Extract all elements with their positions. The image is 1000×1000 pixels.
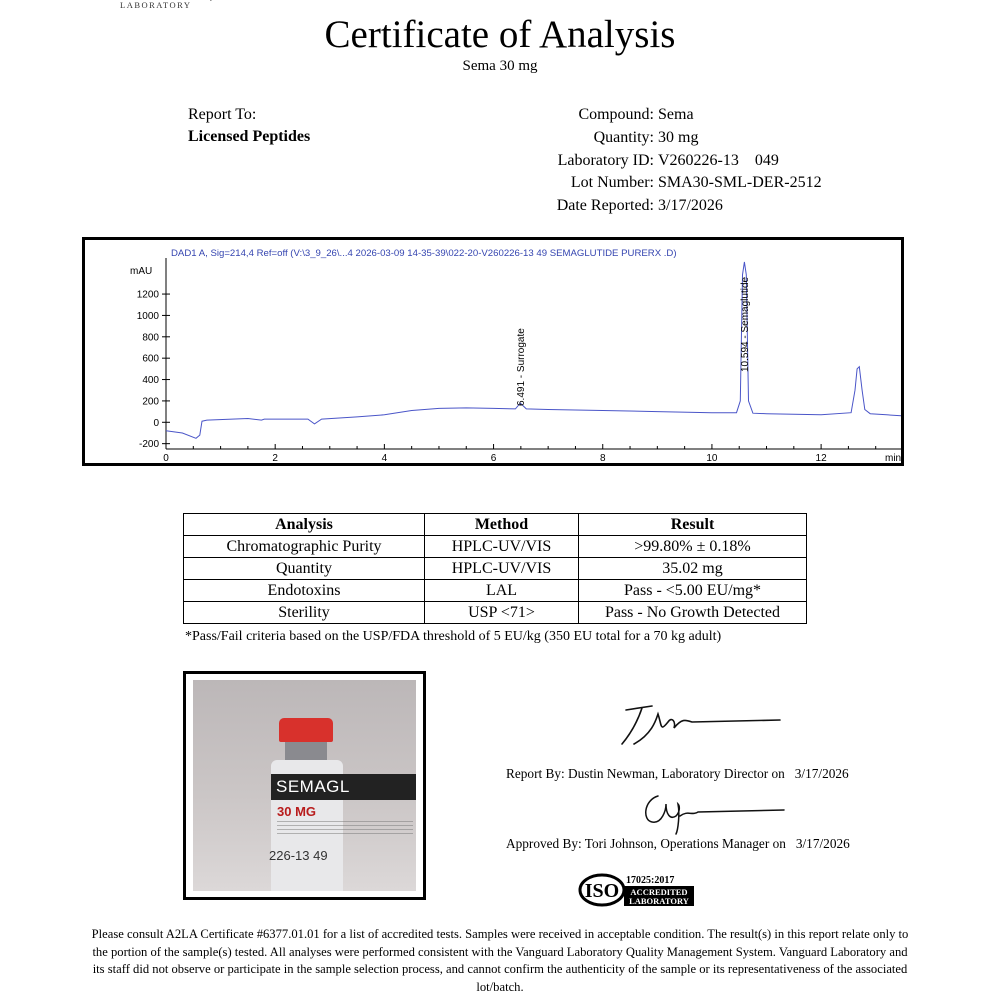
x-tick-label: 12 (815, 453, 827, 463)
report-by-line: Report By: Dustin Newman, Laboratory Director on 3/17/2026 (506, 766, 849, 781)
column-header: Result (579, 514, 807, 536)
y-tick-label: 0 (153, 417, 159, 429)
x-unit-label: min (885, 453, 901, 463)
table-cell: Pass - <5.00 EU/mg* (579, 580, 807, 602)
y-tick-label: 400 (142, 375, 159, 387)
y-tick-label: -200 (138, 439, 159, 451)
detail-label: Laboratory ID: (557, 151, 654, 169)
table-cell: HPLC-UV/VIS (425, 558, 579, 580)
vial-dose-text: 30 MG (277, 804, 317, 819)
detail-label: Date Reported: (556, 197, 654, 215)
table-cell: HPLC-UV/VIS (425, 536, 579, 558)
manager-signature (636, 790, 786, 836)
detail-value: Sema (658, 106, 694, 123)
table-cell: >99.80% ± 0.18% (579, 536, 807, 558)
detail-label: Quantity: (593, 128, 654, 146)
lab-logo (96, 0, 236, 8)
iso-line2-text: LABORATORY (629, 896, 689, 906)
column-header: Method (425, 514, 579, 536)
table-cell: Quantity (184, 558, 425, 580)
table-row (184, 580, 807, 602)
chromatogram-plot (85, 240, 901, 463)
y-tick-label: 800 (142, 332, 159, 344)
iso-line1-text: ACCREDITED (630, 887, 688, 897)
table-cell: 35.02 mg (579, 558, 807, 580)
logo-text: LABORATORY (120, 0, 192, 10)
detail-row (480, 127, 822, 150)
signal-trace (166, 262, 901, 438)
approved-by-line: Approved By: Tori Johnson, Operations Manager on 3/17/2026 (506, 836, 850, 851)
table-header-row (184, 514, 807, 536)
detail-value: 3/17/2026 (658, 197, 723, 215)
y-tick-label: 200 (142, 396, 159, 408)
sample-details (480, 104, 822, 218)
y-tick-label: 1200 (136, 289, 159, 301)
report-to-label: Report To: (188, 106, 257, 123)
vial-cap (279, 718, 333, 742)
detail-row (480, 195, 822, 218)
vial-fine-print (277, 821, 413, 837)
page-subtitle: Sema 30 mg (462, 58, 538, 74)
vial-brand-text: SEMAGL (276, 777, 350, 796)
chromatogram-header: DAD1 A, Sig=214,4 Ref=off (V:\3_9_26\...4 2026-03-09 14-35-39\022-20-V260226-13 49 SEMAGLUTIDE PURERX .D) (171, 248, 677, 259)
y-unit-label: mAU (130, 266, 153, 277)
detail-value: SMA30-SML-DER-2512 (658, 174, 822, 192)
table-cell: Endotoxins (184, 580, 425, 602)
sample-vial-photo (193, 680, 416, 891)
detail-row (480, 150, 822, 173)
y-tick-label: 600 (142, 353, 159, 365)
disclaimer-text: Please consult A2LA Certificate #6377.01.01 for a list of accredited tests. Samples were received in acceptable condition. The result(s) in this report relate only to the portion of the sample(s) tested. All analyses were performed consistent with the Vanguard Laboratory Quality Management System. Vanguard Laboratory and its staff did not observe or participate in the sample selection process, and cannot confirm the authenticity of the sample or its representativeness of the associated lot/batch. (91, 927, 909, 994)
iso-standard-text: 17025:2017 (626, 875, 675, 886)
peak-label: 6.491 - Surrogate (515, 328, 527, 406)
y-tick-label: 1000 (136, 310, 159, 322)
table-cell: Sterility (184, 602, 425, 624)
endotoxin-footnote: *Pass/Fail criteria based on the USP/FDA threshold of 5 EU/kg (350 EU total for a 70 kg adult) (185, 629, 722, 644)
x-tick-label: 8 (599, 453, 606, 463)
table-cell: Pass - No Growth Detected (579, 602, 807, 624)
table-cell: USP <71> (425, 602, 579, 624)
vial-lot-text: 226-13 49 (269, 848, 328, 863)
iso-mark-text: ISO (584, 880, 620, 902)
x-tick-label: 10 (706, 453, 718, 463)
peak-label: 10.594 - Semaglutide (739, 276, 751, 372)
table-cell: LAL (425, 580, 579, 602)
table-cell: Chromatographic Purity (184, 536, 425, 558)
vial-neck (285, 742, 327, 762)
x-tick-label: 0 (163, 453, 169, 463)
column-header: Analysis (184, 514, 425, 536)
table-row (184, 602, 807, 624)
detail-label: Lot Number: (570, 174, 654, 192)
chromatogram-frame (82, 237, 904, 466)
x-tick-label: 2 (272, 453, 278, 463)
detail-value: 30 mg (658, 128, 699, 146)
report-to-block (188, 104, 310, 148)
director-signature (612, 700, 782, 750)
x-tick-label: 6 (490, 453, 497, 463)
detail-row (480, 172, 822, 195)
iso-accreditation-icon (578, 872, 694, 908)
sample-photo-frame (183, 671, 426, 900)
table-row (184, 536, 807, 558)
results-table (183, 513, 807, 624)
page-title: Certificate of Analysis (324, 13, 676, 56)
detail-label: Compound: (578, 106, 654, 123)
detail-row (480, 104, 822, 127)
x-tick-label: 4 (381, 453, 388, 463)
client-name: Licensed Peptides (188, 128, 311, 145)
detail-value: V260226-13 049 (658, 151, 779, 169)
table-row (184, 558, 807, 580)
